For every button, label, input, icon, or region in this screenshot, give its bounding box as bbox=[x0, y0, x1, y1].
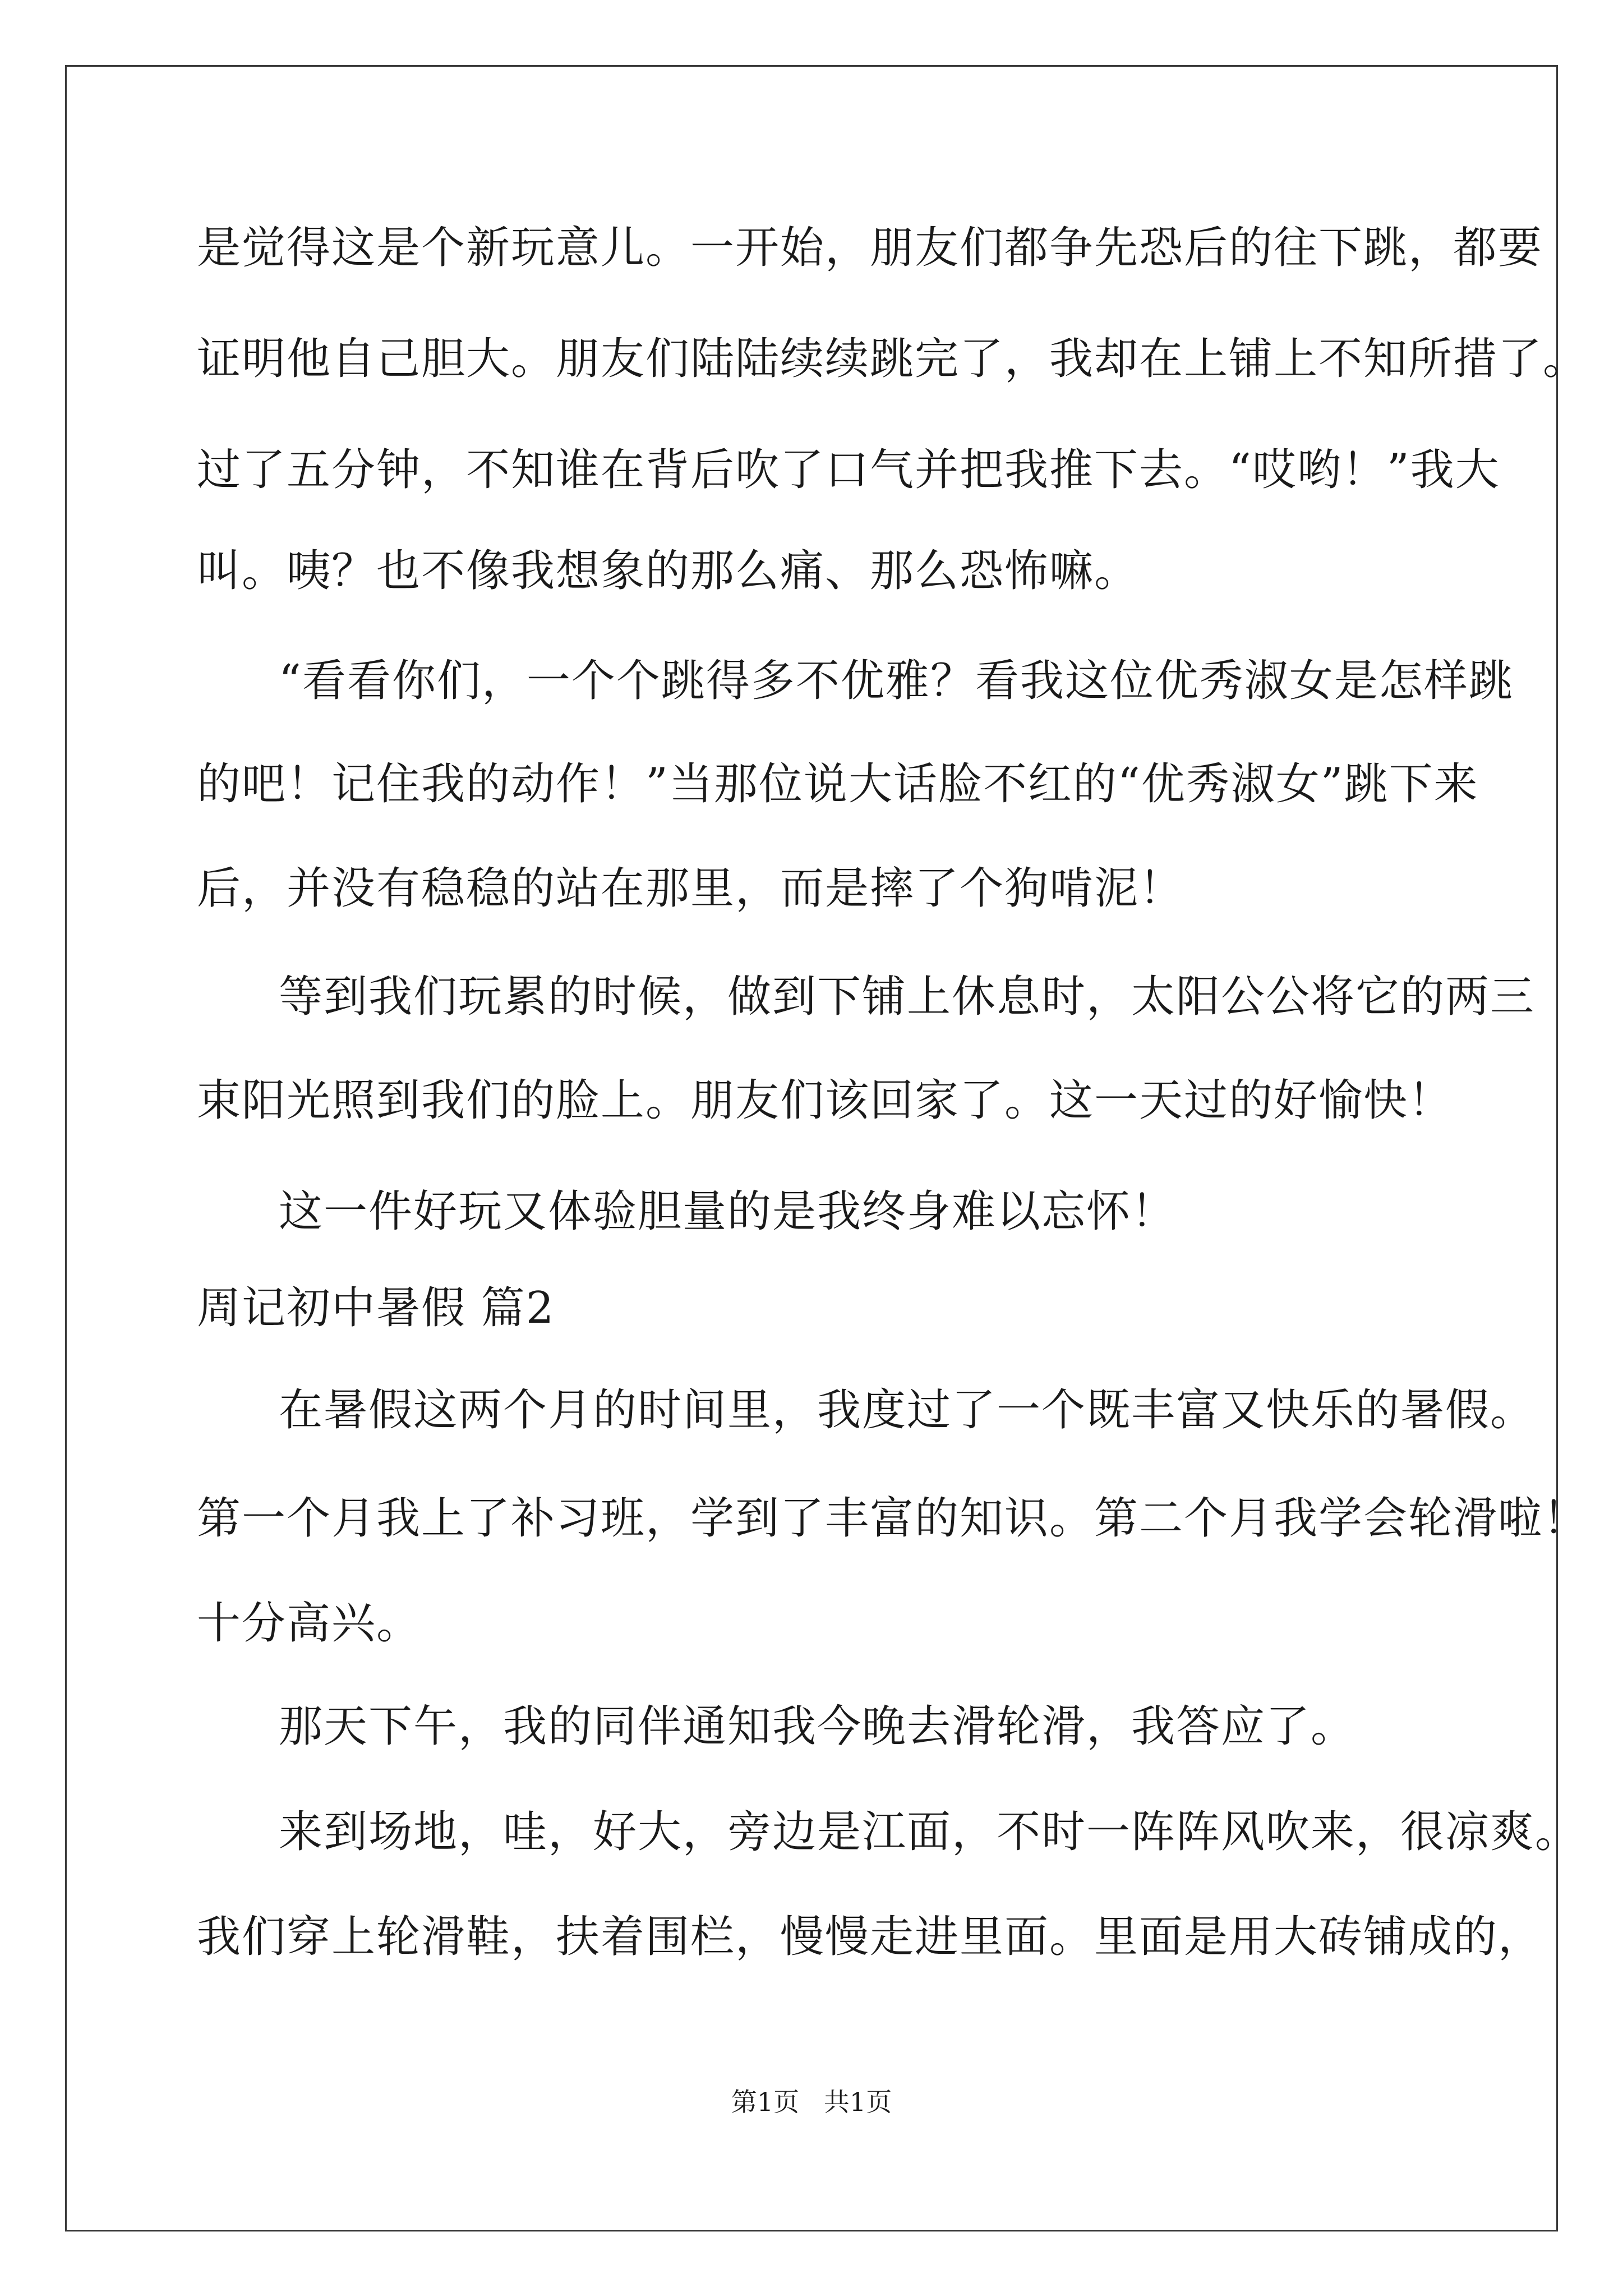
paragraph-line: 叫。咦？也不像我想象的那么痛、那么恐怖嘛。 bbox=[197, 546, 1140, 596]
paragraph-line: 我们穿上轮滑鞋，扶着围栏，慢慢走进里面。里面是用大砖铺成的， bbox=[197, 1912, 1543, 1962]
paragraph-line: 后，并没有稳稳的站在那里，而是摔了个狗啃泥！ bbox=[197, 863, 1184, 914]
paragraph-line: 第一个月我上了补习班，学到了丰富的知识。第二个月我学会轮滑啦！ bbox=[197, 1493, 1588, 1544]
paragraph-line: 这一件好玩又体验胆量的是我终身难以忘怀！ bbox=[279, 1186, 1177, 1237]
paragraph-line: 是觉得这是个新玩意儿。一开始，朋友们都争先恐后的往下跳，都要 bbox=[197, 223, 1543, 273]
paragraph-line: 过了五分钟，不知谁在背后吹了口气并把我推下去。“哎哟！”我大 bbox=[197, 445, 1500, 495]
paragraph-line: “看看你们，一个个跳得多不优雅？看我这位优秀淑女是怎样跳 bbox=[279, 656, 1514, 706]
page-border bbox=[65, 65, 1558, 2231]
paragraph-line: 证明他自己胆大。朋友们陆陆续续跳完了，我却在上铺上不知所措了。 bbox=[197, 334, 1588, 384]
paragraph-line: 束阳光照到我们的脸上。朋友们该回家了。这一天过的好愉快！ bbox=[197, 1075, 1454, 1126]
paragraph-line: 等到我们玩累的时候，做到下铺上休息时，太阳公公将它的两三 bbox=[279, 972, 1536, 1022]
page-number-footer: 第1页 共1页 bbox=[731, 2087, 892, 2117]
paragraph-line: 那天下午，我的同伴通知我今晚去滑轮滑，我答应了。 bbox=[279, 1701, 1356, 1752]
paragraph-line: 的吧！记住我的动作！”当那位说大话脸不红的“优秀淑女”跳下来 bbox=[197, 759, 1479, 809]
paragraph-line: 来到场地，哇，好大，旁边是江面，不时一阵阵风吹来，很凉爽。 bbox=[279, 1807, 1580, 1857]
paragraph-line: 在暑假这两个月的时间里，我度过了一个既丰富又快乐的暑假。 bbox=[279, 1385, 1536, 1435]
section-heading: 周记初中暑假 篇2 bbox=[197, 1283, 555, 1333]
paragraph-line: 十分高兴。 bbox=[197, 1598, 422, 1649]
